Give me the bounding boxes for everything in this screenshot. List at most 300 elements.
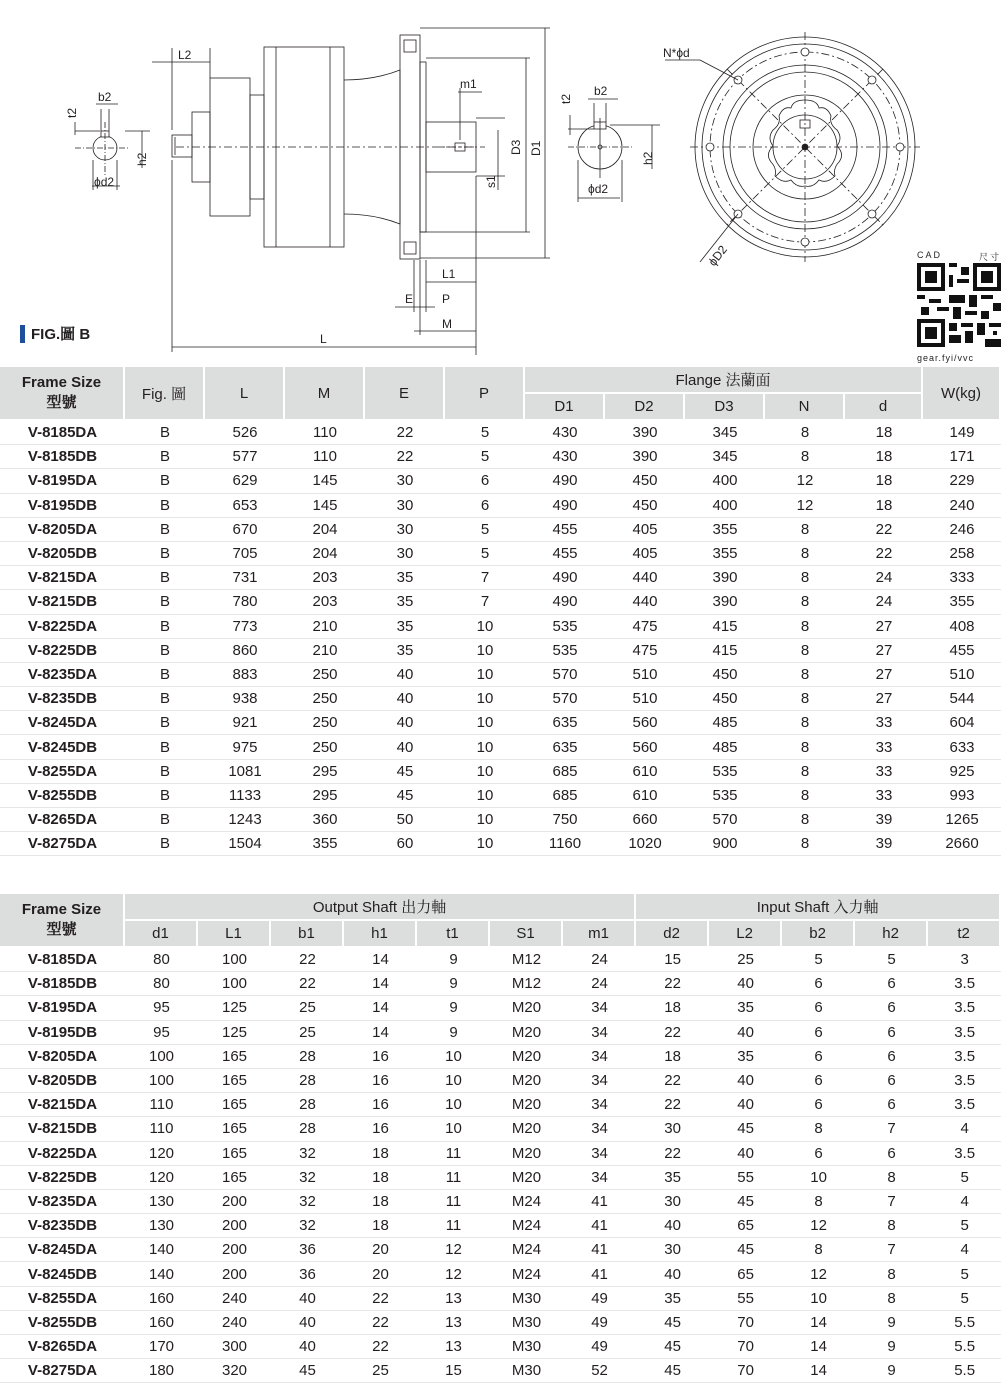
table-cell: 49 — [563, 1287, 636, 1311]
table-cell: 355 — [685, 518, 765, 542]
table-cell: 635 — [525, 735, 605, 759]
table-cell: 8 — [765, 832, 845, 856]
table-cell: 28 — [271, 1069, 344, 1093]
table-cell: 510 — [605, 663, 685, 687]
frame-size-cell: V-8245DA — [0, 711, 125, 735]
table-row — [0, 1238, 1001, 1262]
table-cell: 130 — [125, 1214, 198, 1238]
table-cell: 30 — [365, 469, 445, 493]
table-cell: 485 — [685, 711, 765, 735]
frame-size-cell: V-8195DB — [0, 1021, 125, 1045]
table-cell: 390 — [685, 590, 765, 614]
table-cell: 165 — [198, 1117, 271, 1141]
table-row — [0, 711, 1001, 735]
table-cell: 16 — [344, 1045, 417, 1069]
table-cell: M24 — [490, 1262, 563, 1286]
table-cell: 32 — [271, 1166, 344, 1190]
table-cell: 100 — [125, 1069, 198, 1093]
table-cell: B — [125, 735, 205, 759]
table-row — [0, 1214, 1001, 1238]
frame-size-cell: V-8275DA — [0, 832, 125, 856]
table-cell: 36 — [271, 1262, 344, 1286]
header-frame-size-en: Frame Size — [21, 374, 102, 391]
table-cell: 18 — [344, 1166, 417, 1190]
table-row — [0, 663, 1001, 687]
table-cell: 320 — [198, 1359, 271, 1383]
table-cell: 883 — [205, 663, 285, 687]
table-cell: 705 — [205, 542, 285, 566]
table-cell: 40 — [365, 711, 445, 735]
table-cell: 610 — [605, 760, 685, 784]
table-cell: 25 — [271, 1021, 344, 1045]
table-row — [0, 494, 1001, 518]
table-cell: 15 — [417, 1359, 490, 1383]
table-cell: 8 — [855, 1262, 928, 1286]
table-cell: 13 — [417, 1311, 490, 1335]
dim-label-D2: ϕD2 — [705, 242, 731, 269]
table-cell: 490 — [525, 469, 605, 493]
table-cell: M30 — [490, 1287, 563, 1311]
table-cell: 45 — [636, 1335, 709, 1359]
table-cell: 7 — [855, 1238, 928, 1262]
table-cell: 14 — [782, 1335, 855, 1359]
header2-frame-size-en: Frame Size — [21, 901, 102, 918]
table-cell: 70 — [709, 1311, 782, 1335]
table-cell: 5 — [445, 518, 525, 542]
gearbox-side-view — [152, 28, 550, 355]
frame-size-cell: V-8265DA — [0, 1335, 125, 1359]
table-cell: 9 — [417, 996, 490, 1020]
table-row — [0, 590, 1001, 614]
table-cell: 35 — [709, 996, 782, 1020]
table-cell: 22 — [636, 1021, 709, 1045]
table-cell: B — [125, 832, 205, 856]
table-cell: 45 — [709, 1117, 782, 1141]
table-cell: M24 — [490, 1190, 563, 1214]
table-cell: 140 — [125, 1238, 198, 1262]
frame-size-cell: V-8215DA — [0, 1093, 125, 1117]
table-cell: 41 — [563, 1262, 636, 1286]
table-cell: 200 — [198, 1262, 271, 1286]
table-row — [0, 1142, 1001, 1166]
table-cell: 40 — [365, 663, 445, 687]
table-row — [0, 421, 1001, 445]
table-cell: 8 — [765, 639, 845, 663]
table-cell: 355 — [685, 542, 765, 566]
table-cell: 604 — [923, 711, 1001, 735]
frame-size-cell: V-8235DB — [0, 1214, 125, 1238]
table-row — [0, 469, 1001, 493]
table-cell: 24 — [845, 566, 923, 590]
table-cell: B — [125, 445, 205, 469]
table-cell: 240 — [198, 1287, 271, 1311]
table-cell: 16 — [344, 1069, 417, 1093]
table-cell: 408 — [923, 615, 1001, 639]
header-m1: m1 — [563, 921, 636, 948]
table-cell: 300 — [198, 1335, 271, 1359]
table-cell: 12 — [782, 1262, 855, 1286]
table-cell: 5 — [445, 542, 525, 566]
qr-caption-top — [917, 250, 1001, 263]
table-cell: 6 — [782, 996, 855, 1020]
table-cell: 390 — [605, 445, 685, 469]
table-cell: 35 — [365, 639, 445, 663]
dim-label-t2-right: t2 — [559, 93, 573, 104]
table-row — [0, 1190, 1001, 1214]
header-frame-size-cn: 型號 — [46, 394, 77, 411]
dim-label-L1: L1 — [442, 267, 456, 281]
table-cell: 1081 — [205, 760, 285, 784]
table-cell: 3.5 — [928, 996, 1001, 1020]
table-cell: 5 — [855, 948, 928, 972]
table-cell: 80 — [125, 972, 198, 996]
table-cell: 100 — [198, 948, 271, 972]
table-cell: 24 — [845, 590, 923, 614]
table-cell: 5 — [928, 1262, 1001, 1286]
table-cell: 430 — [525, 445, 605, 469]
table-cell: M20 — [490, 1166, 563, 1190]
table-cell: 210 — [285, 639, 365, 663]
table-cell: 45 — [709, 1190, 782, 1214]
frame-size-cell: V-8235DA — [0, 1190, 125, 1214]
table-cell: 7 — [855, 1117, 928, 1141]
table-cell: 165 — [198, 1045, 271, 1069]
table-cell: 295 — [285, 784, 365, 808]
table-cell: 27 — [845, 663, 923, 687]
table-cell: 560 — [605, 711, 685, 735]
table-cell: 8 — [765, 760, 845, 784]
table-cell: 258 — [923, 542, 1001, 566]
dim-label-M: M — [442, 317, 452, 331]
table-cell: 14 — [344, 948, 417, 972]
frame-size-cell: V-8235DA — [0, 663, 125, 687]
table-cell: 14 — [344, 996, 417, 1020]
header-D2: D2 — [605, 394, 685, 421]
table-cell: 635 — [525, 711, 605, 735]
frame-size-cell: V-8185DA — [0, 948, 125, 972]
technical-drawing — [0, 0, 1001, 360]
table-cell: M24 — [490, 1238, 563, 1262]
table-cell: 35 — [365, 590, 445, 614]
table-cell: 1504 — [205, 832, 285, 856]
table-cell: 355 — [923, 590, 1001, 614]
table-cell: 4 — [928, 1238, 1001, 1262]
table-cell: 9 — [417, 972, 490, 996]
table-cell: 10 — [445, 735, 525, 759]
table-cell: 50 — [365, 808, 445, 832]
table-cell: 535 — [685, 784, 765, 808]
table-cell: 5 — [928, 1214, 1001, 1238]
table-cell: 22 — [365, 421, 445, 445]
table-cell: 653 — [205, 494, 285, 518]
table-cell: 6 — [855, 972, 928, 996]
table-row — [0, 518, 1001, 542]
table-cell: 200 — [198, 1238, 271, 1262]
input-shaft-section-left — [65, 90, 150, 190]
table-cell: 415 — [685, 615, 765, 639]
table-cell: 41 — [563, 1190, 636, 1214]
table-cell: 22 — [271, 948, 344, 972]
table-cell: 8 — [765, 663, 845, 687]
table-cell: 629 — [205, 469, 285, 493]
table-cell: 6 — [782, 1142, 855, 1166]
header-input-shaft-group: Input Shaft 入力軸 — [636, 894, 1001, 921]
table-cell: 1020 — [605, 832, 685, 856]
table-cell: 30 — [365, 518, 445, 542]
table-cell: 40 — [709, 972, 782, 996]
table-cell: 10 — [417, 1117, 490, 1141]
table-cell: 35 — [636, 1287, 709, 1311]
table-cell: 22 — [636, 1069, 709, 1093]
table-cell: 535 — [525, 639, 605, 663]
table-cell: 773 — [205, 615, 285, 639]
table-cell: 32 — [271, 1214, 344, 1238]
table-cell: 25 — [344, 1359, 417, 1383]
table-cell: 22 — [636, 1142, 709, 1166]
table-cell: 11 — [417, 1142, 490, 1166]
flange-front-view — [663, 32, 920, 269]
table-cell: 610 — [605, 784, 685, 808]
table-cell: M30 — [490, 1359, 563, 1383]
table-cell: B — [125, 784, 205, 808]
table-cell: B — [125, 518, 205, 542]
table-cell: 685 — [525, 784, 605, 808]
figure-label — [20, 323, 90, 344]
dim-label-h2: h2 — [135, 152, 149, 166]
table-cell: 405 — [605, 542, 685, 566]
table-cell: 8 — [782, 1117, 855, 1141]
table-cell: 204 — [285, 518, 365, 542]
table-cell: 41 — [563, 1214, 636, 1238]
frame-size-cell: V-8205DA — [0, 1045, 125, 1069]
table-cell: M30 — [490, 1311, 563, 1335]
table-cell: 24 — [563, 948, 636, 972]
header-N: N — [765, 394, 845, 421]
table-cell: 65 — [709, 1262, 782, 1286]
qr-caption-url[interactable]: gear.fyi/vvc — [917, 353, 975, 363]
table-cell: 455 — [525, 518, 605, 542]
table-cell: 10 — [445, 663, 525, 687]
table-cell: 149 — [923, 421, 1001, 445]
table-cell: 13 — [417, 1335, 490, 1359]
table-cell: 22 — [636, 972, 709, 996]
qr-code-icon[interactable] — [917, 263, 1001, 347]
table-row — [0, 639, 1001, 663]
table-cell: 24 — [563, 972, 636, 996]
table-cell: B — [125, 760, 205, 784]
table-cell: 70 — [709, 1359, 782, 1383]
table-cell: 180 — [125, 1359, 198, 1383]
frame-size-cell: V-8195DB — [0, 494, 125, 518]
table-cell: 10 — [782, 1166, 855, 1190]
table-cell: 535 — [525, 615, 605, 639]
table-cell: 39 — [845, 832, 923, 856]
table-cell: 33 — [845, 735, 923, 759]
table-cell: 30 — [636, 1190, 709, 1214]
table-cell: 10 — [445, 808, 525, 832]
table-cell: 5.5 — [928, 1335, 1001, 1359]
table-cell: 49 — [563, 1311, 636, 1335]
table-cell: 860 — [205, 639, 285, 663]
table-cell: 1265 — [923, 808, 1001, 832]
table-cell: 40 — [271, 1287, 344, 1311]
table-cell: 405 — [605, 518, 685, 542]
header-d: d — [845, 394, 923, 421]
table-cell: 9 — [417, 948, 490, 972]
table-cell: 22 — [271, 972, 344, 996]
table-cell: 6 — [445, 494, 525, 518]
table-cell: M20 — [490, 1069, 563, 1093]
table-cell: 14 — [782, 1311, 855, 1335]
table-cell: 1243 — [205, 808, 285, 832]
table-cell: 9 — [417, 1021, 490, 1045]
frame-size-cell: V-8205DB — [0, 1069, 125, 1093]
header-P: P — [445, 367, 525, 421]
table-cell: 30 — [636, 1238, 709, 1262]
table-row — [0, 445, 1001, 469]
header-frame-size — [0, 367, 125, 421]
table-cell: 35 — [365, 566, 445, 590]
table-cell: 32 — [271, 1190, 344, 1214]
table-cell: 165 — [198, 1166, 271, 1190]
qr-caption-size: 尺寸 — [978, 252, 1001, 262]
table-cell: 170 — [125, 1335, 198, 1359]
table-cell: B — [125, 808, 205, 832]
table-cell: 535 — [685, 760, 765, 784]
table-row — [0, 1166, 1001, 1190]
table-cell: 200 — [198, 1214, 271, 1238]
table-cell: 18 — [344, 1214, 417, 1238]
table-cell: 203 — [285, 566, 365, 590]
frame-size-cell: V-8185DA — [0, 421, 125, 445]
table-cell: 70 — [709, 1335, 782, 1359]
header-h2: h2 — [855, 921, 928, 948]
table-cell: 110 — [285, 421, 365, 445]
dimensions-table-shafts — [0, 894, 1001, 1383]
table-cell: 5 — [928, 1287, 1001, 1311]
table-cell: 9 — [855, 1335, 928, 1359]
table-cell: 544 — [923, 687, 1001, 711]
table-row — [0, 1021, 1001, 1045]
table-cell: 3.5 — [928, 1069, 1001, 1093]
table-cell: 455 — [525, 542, 605, 566]
dim-label-d2-right: ϕd2 — [588, 182, 609, 196]
table-cell: 731 — [205, 566, 285, 590]
table-row — [0, 1093, 1001, 1117]
table-row — [0, 996, 1001, 1020]
table-cell: M20 — [490, 1021, 563, 1045]
table-cell: 485 — [685, 735, 765, 759]
table-cell: 18 — [845, 494, 923, 518]
table-cell: 45 — [636, 1359, 709, 1383]
table-cell: M12 — [490, 948, 563, 972]
table-cell: 7 — [445, 590, 525, 614]
table-cell: 450 — [605, 469, 685, 493]
table-cell: B — [125, 494, 205, 518]
table-cell: 490 — [525, 494, 605, 518]
table-cell: 40 — [365, 735, 445, 759]
table-cell: B — [125, 590, 205, 614]
table-row — [0, 1262, 1001, 1286]
table-cell: 440 — [605, 590, 685, 614]
table-cell: 39 — [845, 808, 923, 832]
table-cell: 165 — [198, 1069, 271, 1093]
table-cell: 6 — [782, 1021, 855, 1045]
table-cell: 11 — [417, 1190, 490, 1214]
table-cell: 18 — [636, 996, 709, 1020]
dim-label-b2-right: b2 — [594, 84, 608, 98]
table-cell: 22 — [845, 542, 923, 566]
table-cell: 5 — [445, 445, 525, 469]
table-cell: 80 — [125, 948, 198, 972]
table-cell: 13 — [417, 1287, 490, 1311]
table-cell: 345 — [685, 445, 765, 469]
header2-frame-size-cn: 型號 — [46, 921, 77, 938]
table-cell: 240 — [198, 1311, 271, 1335]
table-cell: 2660 — [923, 832, 1001, 856]
table-cell: 455 — [923, 639, 1001, 663]
frame-size-cell: V-8225DA — [0, 615, 125, 639]
table-cell: 3 — [928, 948, 1001, 972]
table-cell: 40 — [709, 1093, 782, 1117]
table-cell: 18 — [845, 445, 923, 469]
header-fig: Fig. 圖 — [125, 367, 205, 421]
table-cell: 993 — [923, 784, 1001, 808]
table-cell: 125 — [198, 996, 271, 1020]
table-row — [0, 948, 1001, 972]
table-cell: 165 — [198, 1093, 271, 1117]
table-cell: 40 — [271, 1335, 344, 1359]
table-cell: 6 — [855, 1142, 928, 1166]
header-d1: d1 — [125, 921, 198, 948]
table-row — [0, 832, 1001, 856]
table-cell: 34 — [563, 1166, 636, 1190]
table-cell: 685 — [525, 760, 605, 784]
table-row — [0, 1287, 1001, 1311]
table-cell: 8 — [765, 542, 845, 566]
table-cell: 11 — [417, 1166, 490, 1190]
qr-caption-cad: CAD — [917, 250, 943, 260]
table-cell: 8 — [855, 1287, 928, 1311]
table-row — [0, 1117, 1001, 1141]
table-cell: 925 — [923, 760, 1001, 784]
table-row — [0, 808, 1001, 832]
frame-size-cell: V-8215DB — [0, 590, 125, 614]
table-cell: 3.5 — [928, 1021, 1001, 1045]
table-cell: 12 — [782, 1214, 855, 1238]
table-cell: 52 — [563, 1359, 636, 1383]
cad-qr-block[interactable] — [917, 250, 1001, 363]
table-cell: 6 — [855, 1021, 928, 1045]
table-cell: 20 — [344, 1238, 417, 1262]
table-cell: 12 — [417, 1262, 490, 1286]
table-cell: 5.5 — [928, 1311, 1001, 1335]
table-cell: 6 — [782, 1045, 855, 1069]
table-cell: 204 — [285, 542, 365, 566]
table-cell: 120 — [125, 1166, 198, 1190]
table-cell: 27 — [845, 639, 923, 663]
table-cell: 526 — [205, 421, 285, 445]
table-cell: 8 — [765, 615, 845, 639]
table-cell: 8 — [782, 1238, 855, 1262]
table-cell: 10 — [445, 639, 525, 663]
table-cell: 8 — [765, 687, 845, 711]
table-cell: 246 — [923, 518, 1001, 542]
header-h1: h1 — [344, 921, 417, 948]
dimensions-table-flange — [0, 367, 1001, 856]
table-cell: 45 — [365, 784, 445, 808]
table-cell: 34 — [563, 1142, 636, 1166]
